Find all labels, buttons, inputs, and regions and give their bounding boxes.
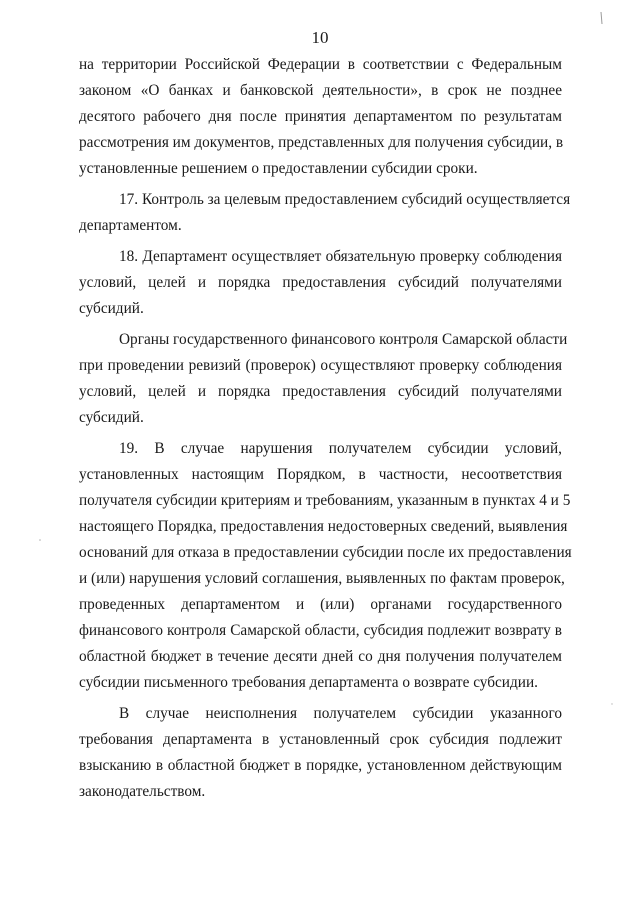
text-line: настоящего Порядка, предоставления недостоверных сведений, выявления — [79, 518, 568, 535]
text-line: субсидий. — [79, 300, 144, 317]
text-line: финансового контроля Самарской области, субсидия подлежит возврату в — [79, 622, 562, 639]
page-number: 10 — [311, 28, 329, 47]
text-line: 17. Контроль за целевым предоставлением субсидий осуществляется — [119, 191, 571, 208]
text-line: 18. Департамент осуществляет обязательную проверку соблюдения — [119, 248, 562, 265]
text-line: областной бюджет в течение десяти дней со дня получения получателем — [79, 648, 562, 665]
text-line: взысканию в областной бюджет в порядке, установленном действующим — [79, 757, 562, 774]
document-body — [79, 52, 572, 805]
text-line: законодательством. — [79, 783, 206, 800]
paragraph-19 — [79, 436, 572, 696]
text-line: департаментом. — [79, 217, 182, 234]
text-line: субсидий. — [79, 409, 144, 426]
paragraph-non-fulfilment — [79, 701, 562, 805]
text-line: субсидии письменного требования департамента о возврате субсидии. — [79, 674, 538, 691]
text-line: условий, целей и порядка предоставления субсидий получателями — [79, 274, 562, 291]
text-line: рассмотрения им документов, представленных для получения субсидии, в — [79, 134, 564, 151]
text-line: 19. В случае нарушения получателем субсидии условий, — [119, 440, 562, 457]
paragraph-control-bodies — [79, 327, 568, 431]
paragraph-17 — [79, 187, 571, 239]
text-line: В случае неисполнения получателем субсидии указанного — [119, 705, 562, 722]
text-line: при проведении ревизий (проверок) осуществляют проверку соблюдения — [79, 357, 562, 374]
text-line: на территории Российской Федерации в соответствии с Федеральным — [79, 56, 562, 73]
text-line: установленные решением о предоставлении субсидии сроки. — [79, 160, 478, 177]
text-line: десятого рабочего дня после принятия департаментом по результатам — [79, 108, 562, 125]
text-line: требования департамента в установленный срок субсидия подлежит — [79, 731, 562, 748]
text-line: Органы государственного финансового контроля Самарской области — [119, 331, 568, 348]
text-line: и (или) нарушения условий соглашения, выявленных по фактам проверок, — [79, 570, 565, 587]
text-line: условий, целей и порядка предоставления субсидий получателями — [79, 383, 562, 400]
paragraph-continuation — [79, 52, 562, 182]
text-line: проведенных департаментом и (или) органами государственного — [79, 596, 562, 613]
text-line: оснований для отказа в предоставлении субсидии после их предоставления — [79, 544, 572, 561]
text-line: получателя субсидии критериям и требованиям, указанным в пунктах 4 и 5 — [79, 492, 571, 509]
paragraph-18 — [79, 244, 562, 322]
text-line: законом «О банках и банковской деятельности», в срок не позднее — [79, 82, 562, 99]
text-line: установленных настоящим Порядком, в частности, несоответствия — [79, 466, 562, 483]
